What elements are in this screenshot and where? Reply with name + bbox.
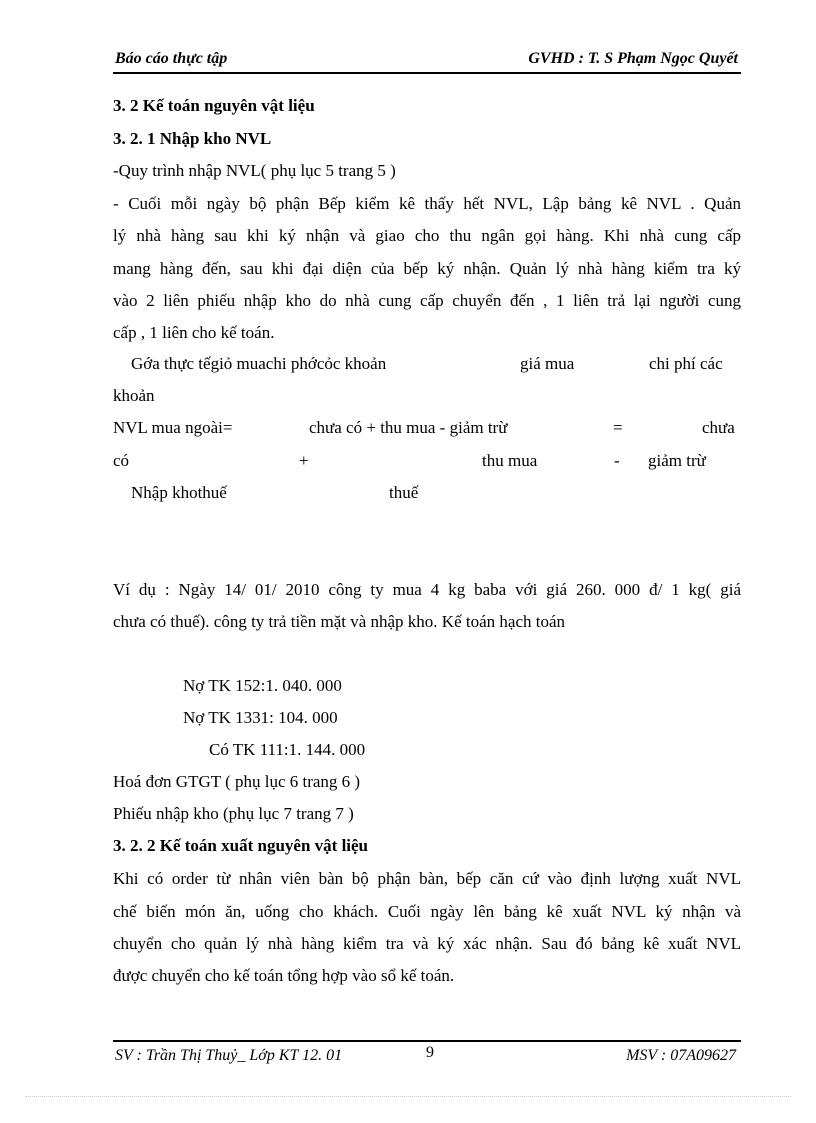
formula-r4-a: có [113,451,130,470]
formula-r3-c: = [613,418,623,437]
formula-r1-a: Gớa thực tếgiỏ muachi phớcỏc khoản [131,354,387,373]
formula-r3-d: chưa [702,418,735,437]
para1-line-2: lý nhà hàng sau khi ký nhận và giao cho thu ngân gọi hàng. Khi nhà cung cấp [113,226,741,245]
formula-r3-a: NVL mua ngoài= [113,418,233,437]
formula-r5-b: thuế [389,483,419,502]
entry-debit-152: Nợ TK 152:1. 040. 000 [183,676,342,695]
para2-line-2: chế biến món ăn, uống cho khách. Cuối ngày lên bảng kê xuất NVL ký nhận và [113,902,741,921]
example-line-1: Ví dụ : Ngày 14/ 01/ 2010 công ty mua 4 kg baba với giá 260. 000 đ/ 1 kg( giá [113,580,741,599]
header-supervisor: GVHD : T. S Phạm Ngọc Quyết [528,50,738,67]
subsection-title-export: 3. 2. 2 Kế toán xuất nguyên vật liệu [113,836,369,855]
para2-line-3: chuyển cho quản lý nhà hàng kiểm tra và ký xác nhận. Sau đó bảng kê xuất NVL [113,934,741,953]
formula-r1-b: giá mua [520,354,575,373]
header-rule [113,72,741,74]
formula-r3-b: chưa có + thu mua - giảm trừ [309,418,508,437]
para1-line-1: - Cuối mỗi ngày bộ phận Bếp kiểm kê thấy hết NVL, Lập bảng kê NVL . Quản [113,194,741,213]
formula-r4-c: thu mua [482,451,538,470]
formula-r1-c: chi phí các [649,354,723,373]
formula-r5-a: Nhập khothuế [131,483,227,502]
page-number: 9 [426,1044,434,1061]
formula-r4-d: - [614,451,620,470]
para1-line-3: mang hàng đến, sau khi đại diện của bếp ký nhận. Quản lý nhà hàng kiểm tra ký [113,259,741,278]
entry-credit-111: Có TK 111:1. 144. 000 [209,740,366,759]
receipt-line: Phiếu nhập kho (phụ lục 7 trang 7 ) [113,804,354,823]
para1-line-4: vào 2 liên phiếu nhập kho do nhà cung cấp chuyển đến , 1 liên trả lại người cung [113,291,741,310]
invoice-line: Hoá đơn GTGT ( phụ lục 6 trang 6 ) [113,772,361,791]
formula-r2-a: khoản [113,386,155,405]
page-edge-divider [25,1096,791,1097]
formula-r4-b: + [299,451,309,470]
para2-line-1: Khi có order từ nhân viên bàn bộ phận bàn, bếp căn cứ vào định lượng xuất NVL [113,869,741,888]
header-report-title: Báo cáo thực tập [115,50,228,67]
process-line: -Quy trình nhập NVL( phụ lục 5 trang 5 ) [113,161,396,180]
footer-student-id: MSV : 07A09627 [626,1047,736,1064]
section-title: 3. 2 Kế toán nguyên vật liệu [113,96,315,115]
subsection-title-import: 3. 2. 1 Nhập kho NVL [113,129,272,148]
footer-student: SV : Trần Thị Thuỷ_ Lớp KT 12. 01 [115,1047,343,1064]
para2-line-4: được chuyển cho kế toán tổng hợp vào sổ kế toán. [113,966,455,985]
formula-r4-e: giảm trừ [648,451,706,470]
para1-line-5: cấp , 1 liên cho kế toán. [113,323,275,342]
footer-rule [113,1040,741,1042]
entry-debit-1331: Nợ TK 1331: 104. 000 [183,708,338,727]
example-line-2: chưa có thuế). công ty trả tiền mặt và nhập kho. Kế toán hạch toán [113,612,566,631]
